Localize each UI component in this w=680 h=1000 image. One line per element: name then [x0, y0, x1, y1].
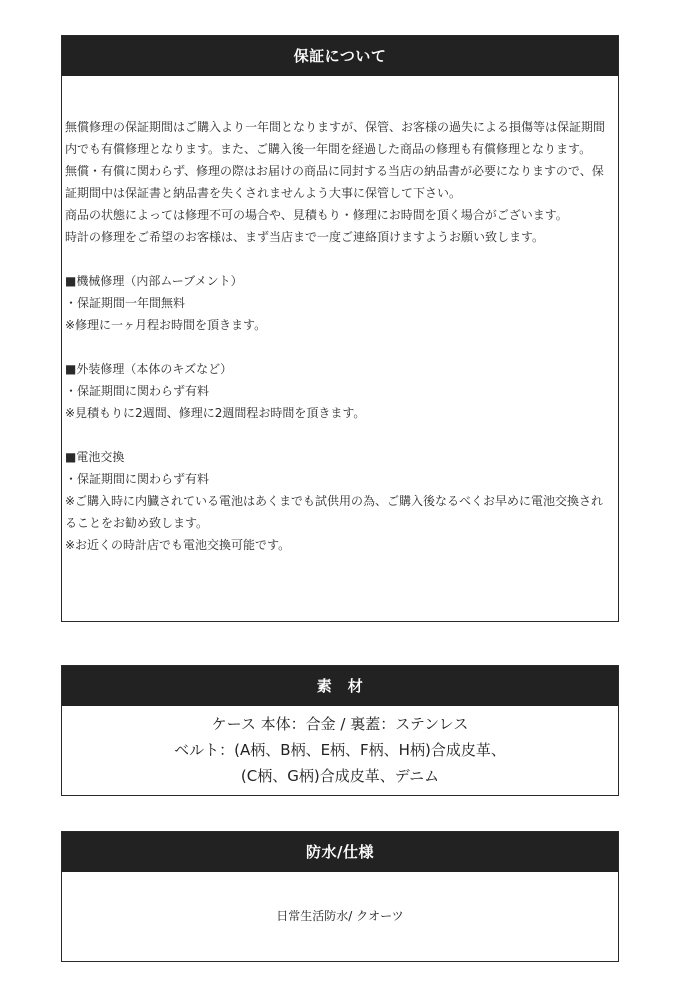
exterior-repair-heading: ■外装修理（本体のキズなど） [65, 362, 233, 376]
spec-title: 防水/仕様 [62, 832, 618, 872]
material-body [62, 706, 618, 789]
battery-line-1: ・保証期間に関わらず有料 [65, 472, 210, 486]
warranty-title: 保証について [62, 36, 618, 76]
warranty-intro-1: 無償修理の保証期間はご購入より一年間となりますが、保管、お客様の過失による損傷等は保証期間内でも有償修理となります。また、ご購入後一年間を経過した商品の修理も有償修理となります。 [65, 120, 606, 156]
spec-panel [61, 831, 619, 962]
spec-body [62, 872, 618, 926]
battery-line-2: ※ご購入時に内臓されている電池はあくまでも試供用の為、ご購入後なるべくお早めに電池交換されることをお勧め致します。 [65, 494, 604, 530]
material-title: 素 材 [62, 666, 618, 706]
warranty-panel [61, 35, 619, 622]
spec-text: 日常生活防水/ クオーツ [276, 909, 404, 923]
warranty-intro-2: 無償・有償に関わらず、修理の際はお届けの商品に同封する当店の納品書が必要になりますので、保証期間中は保証書と納品書を失くされませんよう大事に保管して下さい。 [65, 164, 604, 200]
mechanical-repair-line-1: ・保証期間一年間無料 [65, 296, 186, 310]
battery-line-3: ※お近くの時計店でも電池交換可能です。 [65, 538, 291, 552]
warranty-intro-4: 時計の修理をご希望のお客様は、まず当店まで一度ご連絡頂けますようお願い致します。 [65, 230, 545, 244]
material-panel [61, 665, 619, 796]
battery-heading: ■電池交換 [65, 450, 125, 464]
mechanical-repair-heading: ■機械修理（内部ムーブメント） [65, 274, 243, 288]
material-line-belt-2: (C柄、G柄)合成皮革、デニム [240, 767, 440, 785]
material-line-belt: ベルト：(A柄、B柄、E柄、F柄、H柄)合成皮革、 [174, 741, 506, 759]
material-line-case: ケース 本体：合金 / 裏蓋：ステンレス [211, 715, 469, 733]
exterior-repair-line-2: ※見積もりに2週間、修理に2週間程お時間を頂きます。 [65, 406, 366, 420]
exterior-repair-line-1: ・保証期間に関わらず有料 [65, 384, 210, 398]
warranty-intro-3: 商品の状態によっては修理不可の場合や、見積もり・修理にお時間を頂く場合がございます。 [65, 208, 568, 222]
warranty-body [62, 76, 618, 556]
mechanical-repair-line-2: ※修理に一ヶ月程お時間を頂きます。 [65, 318, 267, 332]
